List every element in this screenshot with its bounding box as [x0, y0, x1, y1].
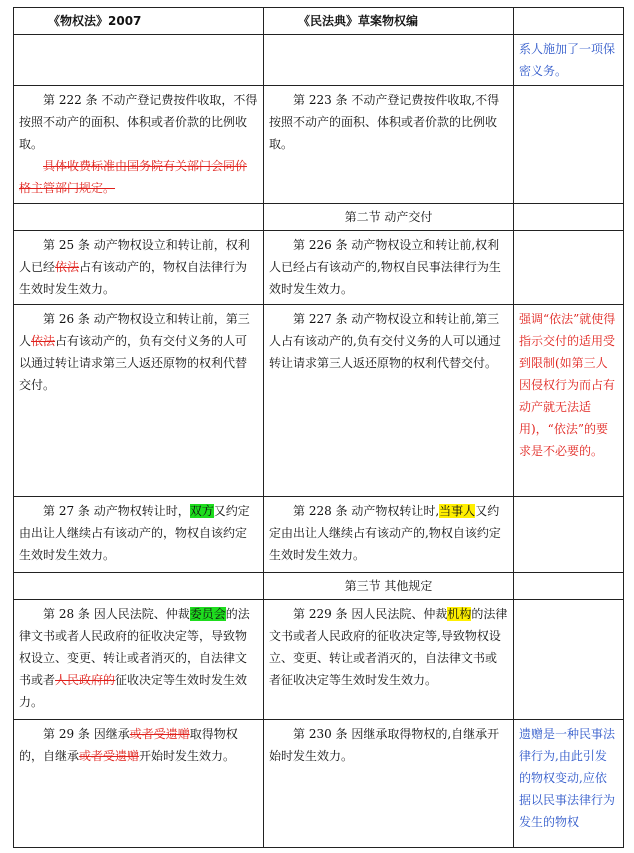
note-text: 系人施加了一项保密义务。: [519, 42, 616, 78]
note-text: 强调“依法”就使得指示交付的适用受到限制(如第三人因侵权行为而占有动产就无法适用)，“依法”的要求是不必要的。: [519, 312, 616, 458]
table-row: [14, 86, 624, 204]
cell-note: [514, 204, 624, 231]
section-title: 第二节 动产交付: [264, 204, 514, 231]
cell-note: [514, 86, 624, 204]
header-civil-code-draft: 《民法典》草案物权编: [264, 8, 514, 35]
deleted-text: 或者受遗赠: [79, 749, 140, 763]
highlight-text: 双方: [189, 504, 214, 518]
cell-new: [264, 86, 514, 204]
article-227-text: 第 227 条 动产物权设立和转让前,第三人占有该动产的,负有交付义务的人可以通过转让请求第三人返还原物的权利代替交付。: [269, 312, 501, 370]
section-row: [14, 204, 624, 231]
table-row: [14, 35, 624, 86]
cell-new: [264, 497, 514, 573]
cell-note: [514, 231, 624, 305]
header-notes: [514, 8, 624, 35]
table-row: [14, 231, 624, 305]
cell-old: [14, 204, 264, 231]
highlight-text: 当事人: [439, 504, 476, 518]
note-text: 遗赠是一种民事法律行为,由此引发的物权变动,应依据以民事法律行为发生的物权: [519, 727, 616, 829]
article-28-text: 第 28 条 因人民法院、仲裁委员会的法律文书或者人民政府的征收决定等，导致物权设立、变更、转让或者消灭的，自法律文书或者人民政府的征收决定等生效时发生效力。: [19, 607, 250, 709]
table-row: [14, 720, 624, 848]
cell-new: [264, 305, 514, 497]
cell-note: [514, 35, 624, 86]
deleted-text: 具体收费标准由国务院有关部门会同价格主管部门规定。: [19, 159, 248, 195]
cell-new: [264, 231, 514, 305]
table-row: [14, 305, 624, 497]
highlight-text: 机构: [447, 607, 472, 621]
article-26-text: 第 26 条 动产物权设立和转让前，第三人依法占有该动产的，负有交付义务的人可以通过转让请求第三人返还原物的权利代替交付。: [19, 312, 250, 392]
article-25-text: 第 25 条 动产物权设立和转让前，权利人已经依法占有该动产的，物权自法律行为生效时发生效力。: [19, 238, 250, 296]
deleted-text: 依法: [31, 334, 56, 348]
table-row: [14, 600, 624, 720]
deleted-text: 或者受遗赠: [129, 727, 190, 741]
cell-old: [14, 573, 264, 600]
deleted-text: 依法: [55, 260, 80, 274]
cell-old: [14, 231, 264, 305]
deleted-text: 人民政府的: [55, 673, 116, 687]
cell-new: [264, 600, 514, 720]
article-29-text: 第 29 条 因继承或者受遗赠取得物权的，自继承或者受遗赠开始时发生效力。: [19, 727, 238, 763]
article-226-text: 第 226 条 动产物权设立和转让前,权利人已经占有该动产的,物权自民事法律行为生效时发生效力。: [269, 238, 501, 296]
cell-old: [14, 305, 264, 497]
table-row: [14, 497, 624, 573]
article-228-text: 第 228 条 动产物权转让时,当事人又约定由出让人继续占有该动产的,物权自该约定生效时发生效力。: [269, 504, 501, 562]
cell-note: [514, 600, 624, 720]
cell-new: [264, 720, 514, 848]
cell-note: [514, 305, 624, 497]
cell-old: [14, 86, 264, 204]
header-property-law: 《物权法》2007: [14, 8, 264, 35]
cell-old: [14, 497, 264, 573]
header-row: [14, 8, 624, 35]
highlight-text: 委员会: [189, 607, 226, 621]
article-229-text: 第 229 条 因人民法院、仲裁机构的法律文书或者人民政府的征收决定等,导致物权设立、变更、转让或者消灭的，自法律文书或者征收决定等生效时发生效力。: [269, 607, 508, 687]
cell-old: [14, 600, 264, 720]
cell-old: [14, 720, 264, 848]
article-230-text: 第 230 条 因继承取得物权的,自继承开始时发生效力。: [269, 727, 500, 763]
cell-note: [514, 720, 624, 848]
section-row: [14, 573, 624, 600]
article-27-text: 第 27 条 动产物权转让时，双方又约定由出让人继续占有该动产的，物权自该约定生效时发生效力。: [19, 504, 250, 562]
section-title: 第三节 其他规定: [264, 573, 514, 600]
cell-note: [514, 573, 624, 600]
cell-old: [14, 35, 264, 86]
cell-new: [264, 35, 514, 86]
article-223-text: 第 223 条 不动产登记费按件收取,不得按照不动产的面积、体积或者价款的比例收取。: [269, 93, 500, 151]
comparison-table: [13, 7, 624, 848]
article-222-text: 第 222 条 不动产登记费按件收取，不得按照不动产的面积、体积或者价款的比例收取。: [19, 93, 258, 151]
cell-note: [514, 497, 624, 573]
